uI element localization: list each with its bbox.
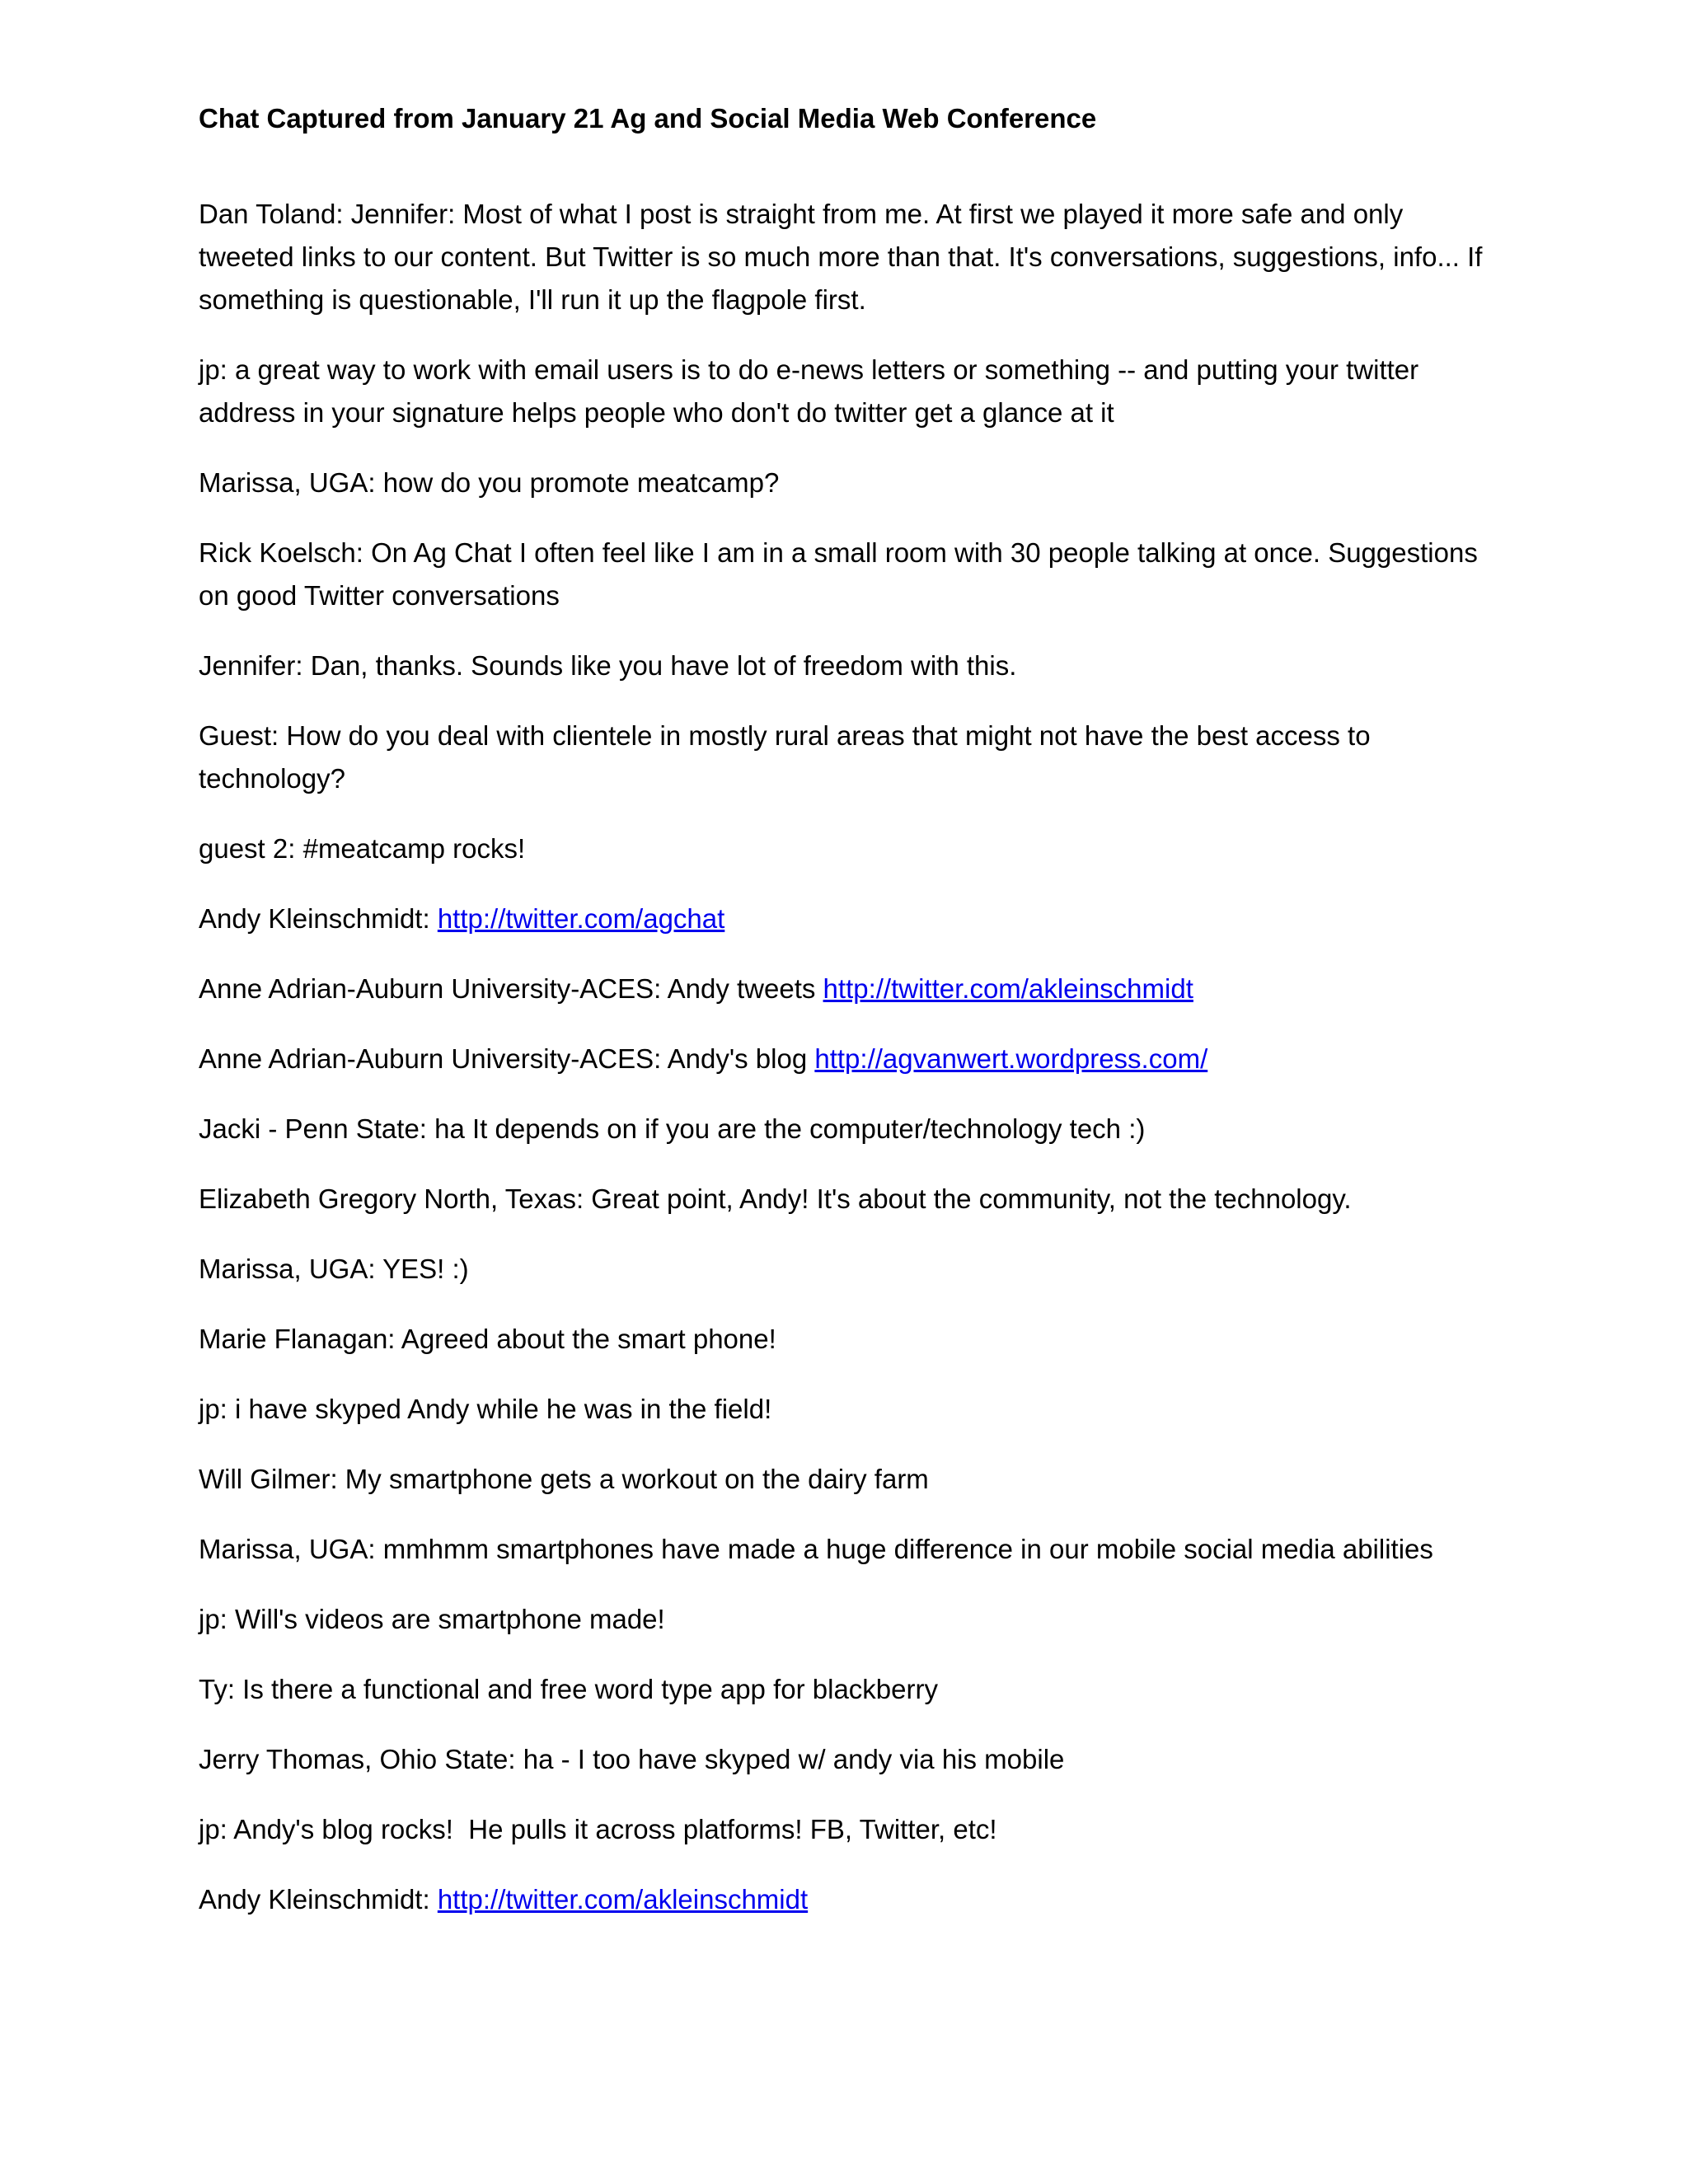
chat-message-link[interactable]: http://twitter.com/agchat xyxy=(437,903,725,934)
chat-message xyxy=(199,715,1501,800)
chat-message xyxy=(199,1038,1501,1080)
chat-message-text: Jennifer: Dan, thanks. Sounds like you have lot of freedom with this. xyxy=(199,650,1017,681)
chat-message-text: Marie Flanagan: Agreed about the smart phone! xyxy=(199,1324,776,1354)
chat-message-text: Anne Adrian-Auburn University-ACES: Andy tweets xyxy=(199,973,823,1004)
chat-message xyxy=(199,1458,1501,1501)
chat-message xyxy=(199,1178,1501,1221)
chat-message xyxy=(199,462,1501,504)
chat-message-text: Jacki - Penn State: ha It depends on if you are the computer/technology tech :) xyxy=(199,1113,1146,1144)
chat-message-text: Rick Koelsch: On Ag Chat I often feel like I am in a small room with 30 people talking at once. Suggestions on good Twitter conversations xyxy=(199,537,1485,611)
chat-message-text: Marissa, UGA: how do you promote meatcamp? xyxy=(199,467,780,498)
chat-message xyxy=(199,1388,1501,1431)
chat-message-text: guest 2: #meatcamp rocks! xyxy=(199,833,526,864)
chat-message xyxy=(199,644,1501,687)
chat-message-text: Dan Toland: Jennifer: Most of what I post is straight from me. At first we played it more safe and only tweeted links to our content. But Twitter is so much more than that. It's conversations, suggestions, info... If something is questionable, I'll run it up the flagpole first. xyxy=(199,199,1490,315)
chat-message-text: jp: a great way to work with email users is to do e-news letters or something -- and putting your twitter address in your signature helps people who don't do twitter get a glance at it xyxy=(199,354,1427,428)
chat-message-text: Ty: Is there a functional and free word type app for blackberry xyxy=(199,1674,938,1704)
chat-message-text: Andy Kleinschmidt: xyxy=(199,903,438,934)
chat-message-text: Elizabeth Gregory North, Texas: Great point, Andy! It's about the community, not the technology. xyxy=(199,1183,1352,1214)
chat-message xyxy=(199,349,1501,434)
chat-message-text: Will Gilmer: My smartphone gets a workout on the dairy farm xyxy=(199,1464,929,1494)
chat-message-text: Jerry Thomas, Ohio State: ha - I too have skyped w/ andy via his mobile xyxy=(199,1744,1065,1774)
chat-message xyxy=(199,827,1501,870)
chat-message xyxy=(199,968,1501,1010)
chat-message-text: Guest: How do you deal with clientele in mostly rural areas that might not have the best access to technology? xyxy=(199,720,1378,794)
chat-message xyxy=(199,1738,1501,1781)
chat-message xyxy=(199,532,1501,617)
chat-log xyxy=(199,193,1501,1921)
chat-message xyxy=(199,1528,1501,1571)
chat-message-text: Marissa, UGA: mmhmm smartphones have made a huge difference in our mobile social media abilities xyxy=(199,1534,1433,1564)
document-page xyxy=(199,97,1501,1948)
chat-message-text: jp: Will's videos are smartphone made! xyxy=(199,1604,665,1634)
chat-message-link[interactable]: http://twitter.com/akleinschmidt xyxy=(823,973,1193,1004)
chat-message xyxy=(199,1318,1501,1361)
chat-message-text: Marissa, UGA: YES! :) xyxy=(199,1254,469,1284)
chat-message xyxy=(199,193,1501,321)
chat-message xyxy=(199,898,1501,940)
document-title: Chat Captured from January 21 Ag and Social Media Web Conference xyxy=(199,103,1097,134)
chat-message-link[interactable]: http://agvanwert.wordpress.com/ xyxy=(814,1043,1208,1074)
chat-message-link[interactable]: http://twitter.com/akleinschmidt xyxy=(437,1884,809,1915)
chat-message xyxy=(199,1598,1501,1641)
chat-message xyxy=(199,1878,1501,1921)
chat-message xyxy=(199,1808,1501,1851)
chat-message-text: Andy Kleinschmidt: xyxy=(199,1884,438,1915)
chat-message xyxy=(199,1108,1501,1151)
chat-message xyxy=(199,1248,1501,1291)
chat-message-text: Anne Adrian-Auburn University-ACES: Andy's blog xyxy=(199,1043,815,1074)
chat-message-text: jp: Andy's blog rocks! He pulls it across platforms! FB, Twitter, etc! xyxy=(199,1814,997,1844)
chat-message-text: jp: i have skyped Andy while he was in the field! xyxy=(199,1394,772,1424)
chat-message xyxy=(199,1668,1501,1711)
